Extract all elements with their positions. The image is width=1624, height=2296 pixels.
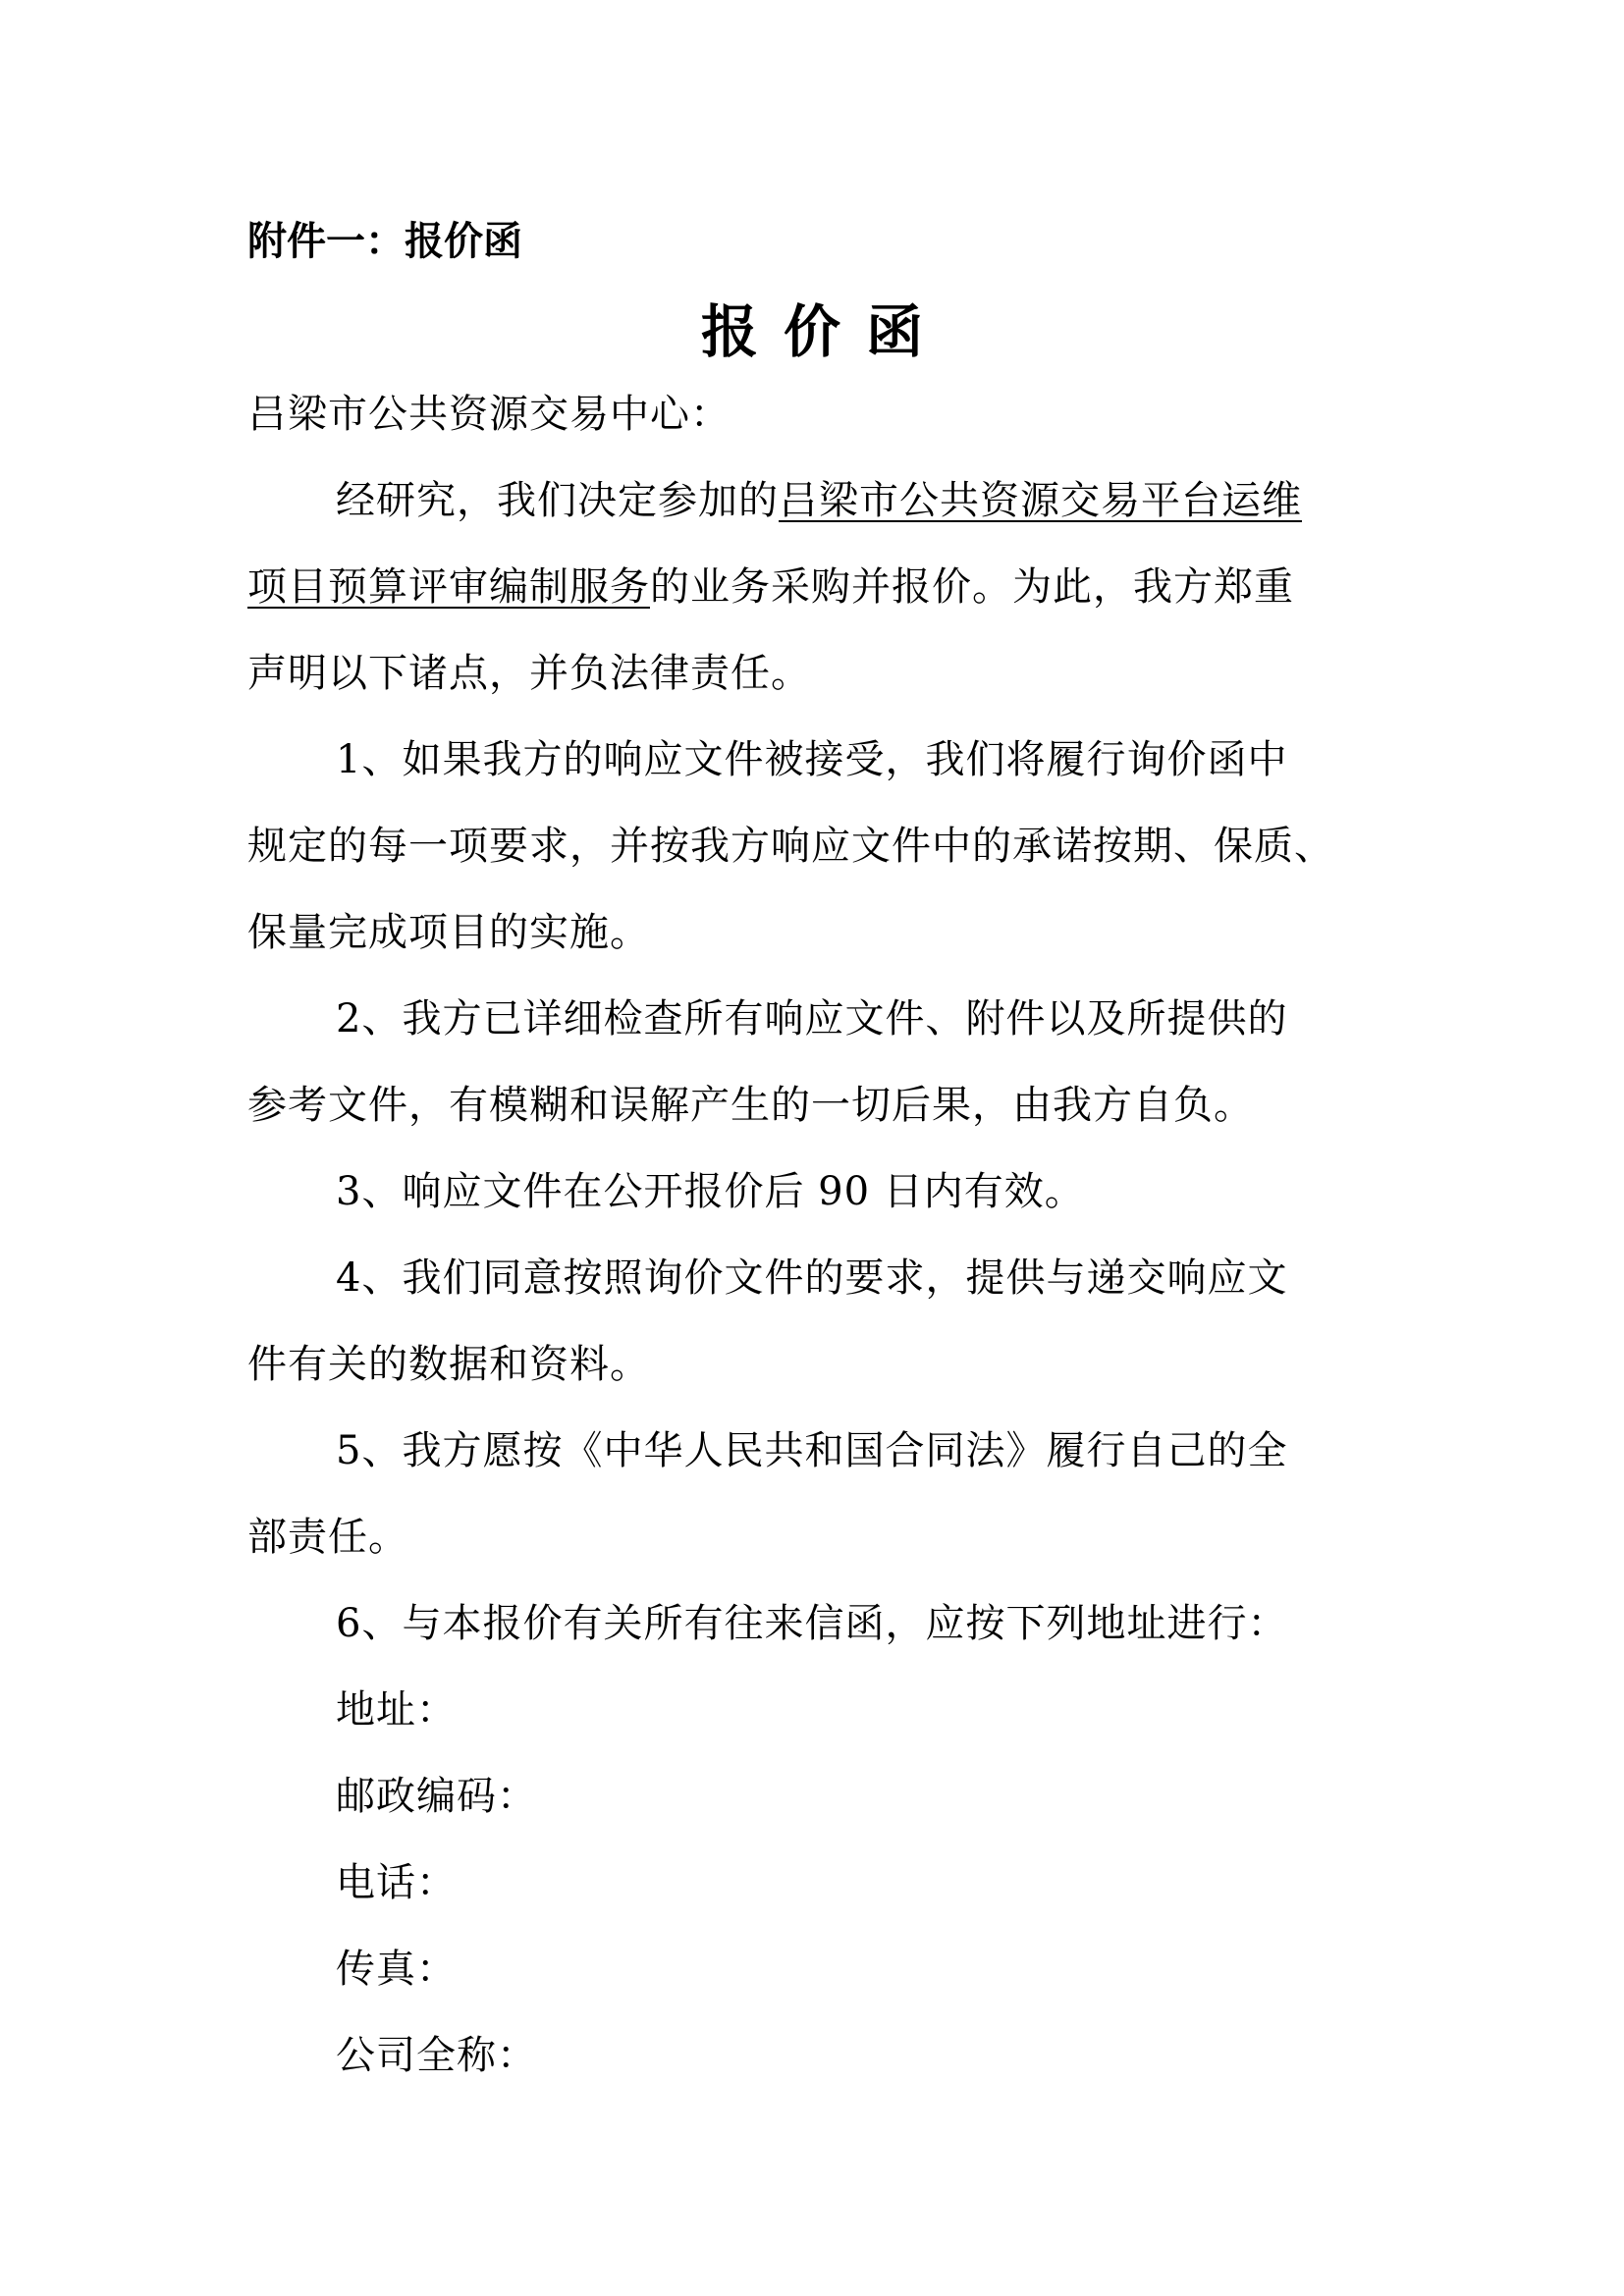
item-4-line-1: 4、我们同意按照询价文件的要求，提供与递交响应文 bbox=[336, 1255, 1288, 1301]
item-2-line-1: 2、我方已详细检查所有响应文件、附件以及所提供的 bbox=[336, 996, 1288, 1041]
intro-line-1 bbox=[336, 473, 1302, 528]
document-title: 报价函 bbox=[700, 298, 948, 365]
item-1-line-3: 保量完成项目的实施。 bbox=[247, 910, 650, 955]
phone-field-label: 电话： bbox=[336, 1860, 457, 1905]
project-name-underlined: 吕梁市公共资源交易平台运维 bbox=[779, 478, 1302, 523]
item-2-line-2: 参考文件，有模糊和误解产生的一切后果，由我方自负。 bbox=[247, 1083, 1254, 1128]
company-name-field-label: 公司全称： bbox=[336, 2033, 537, 2078]
intro-line-2 bbox=[247, 560, 1294, 614]
item-5-line-1: 5、我方愿按《中华人民共和国合同法》履行自己的全 bbox=[336, 1428, 1288, 1473]
item-6-line-1: 6、与本报价有关所有往来信函，应按下列地址进行： bbox=[336, 1601, 1288, 1646]
fax-field-label: 传真： bbox=[336, 1947, 457, 1992]
addressee: 吕梁市公共资源交易中心： bbox=[247, 392, 731, 437]
project-name-underlined: 项目预算评审编制服务 bbox=[247, 564, 650, 610]
intro-line-3: 声明以下诸点，并负法律责任。 bbox=[247, 651, 811, 696]
item-4-line-2: 件有关的数据和资料。 bbox=[247, 1342, 650, 1387]
intro-text: 经研究，我们决定参加的 bbox=[336, 478, 779, 523]
item-3-line-1: 3、响应文件在公开报价后 90 日内有效。 bbox=[336, 1169, 1085, 1214]
annex-heading: 附件一：报价函 bbox=[247, 219, 522, 264]
postal-code-field-label: 邮政编码： bbox=[336, 1774, 537, 1819]
item-1-line-2: 规定的每一项要求，并按我方响应文件中的承诺按期、保质、 bbox=[247, 824, 1334, 869]
item-1-line-1: 1、如果我方的响应文件被接受，我们将履行询价函中 bbox=[336, 737, 1288, 782]
item-5-line-2: 部责任。 bbox=[247, 1515, 408, 1560]
address-field-label: 地址： bbox=[336, 1687, 457, 1733]
intro-text: 的业务采购并报价。为此，我方郑重 bbox=[650, 564, 1294, 610]
